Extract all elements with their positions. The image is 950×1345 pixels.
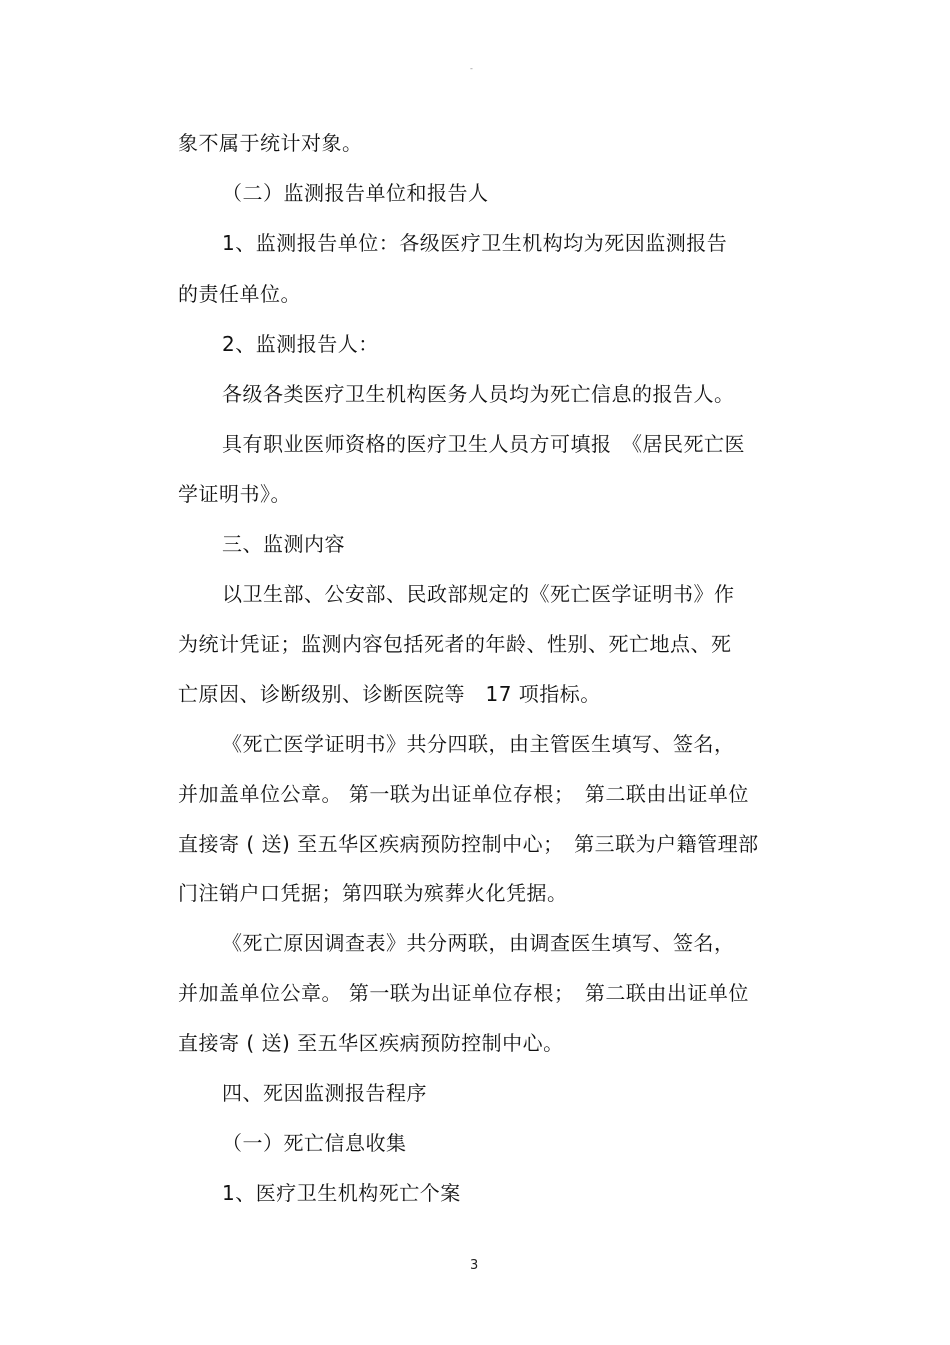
text-line: 直接寄 ( 送) 至五华区疾病预防控制中心。: [178, 1031, 564, 1055]
text-line: 四、死因监测报告程序: [222, 1081, 427, 1105]
text-line: 以卫生部、公安部、民政部规定的《死亡医学证明书》作: [222, 582, 735, 606]
text-line: 三、监测内容: [222, 532, 345, 556]
text-line: 并加盖单位公章。 第一联为出证单位存根； 第二联由出证单位: [178, 782, 749, 806]
text-line: 直接寄 ( 送) 至五华区疾病预防控制中心； 第三联为户籍管理部: [178, 832, 759, 856]
text-line: 学证明书》。: [178, 482, 291, 506]
text-line: 门注销户口凭据；第四联为殡葬火化凭据。: [178, 881, 568, 905]
text-line: 象不属于统计对象。: [178, 131, 363, 155]
text-line: 《死亡原因调查表》共分两联，由调查医生填写、签名，: [222, 931, 735, 955]
text-line: 1、医疗卫生机构死亡个案: [222, 1181, 461, 1205]
header-mark: -: [470, 64, 473, 73]
text-line: 并加盖单位公章。 第一联为出证单位存根； 第二联由出证单位: [178, 981, 749, 1005]
text-line: （二）监测报告单位和报告人: [222, 181, 489, 205]
text-line: 《死亡医学证明书》共分四联，由主管医生填写、签名，: [222, 732, 735, 756]
page-number: 3: [470, 1258, 479, 1273]
text-line: 1、监测报告单位：各级医疗卫生机构均为死因监测报告: [222, 231, 728, 255]
text-line: 为统计凭证；监测内容包括死者的年龄、性别、死亡地点、死: [178, 632, 732, 656]
text-line: （一）死亡信息收集: [222, 1131, 407, 1155]
text-line: 各级各类医疗卫生机构医务人员均为死亡信息的报告人。: [222, 382, 735, 406]
text-line: 具有职业医师资格的医疗卫生人员方可填报 《居民死亡医: [222, 432, 745, 456]
text-line: 亡原因、诊断级别、诊断医院等 17 项指标。: [178, 682, 601, 706]
text-line: 2、监测报告人：: [222, 332, 379, 356]
text-line: 的责任单位。: [178, 282, 301, 306]
